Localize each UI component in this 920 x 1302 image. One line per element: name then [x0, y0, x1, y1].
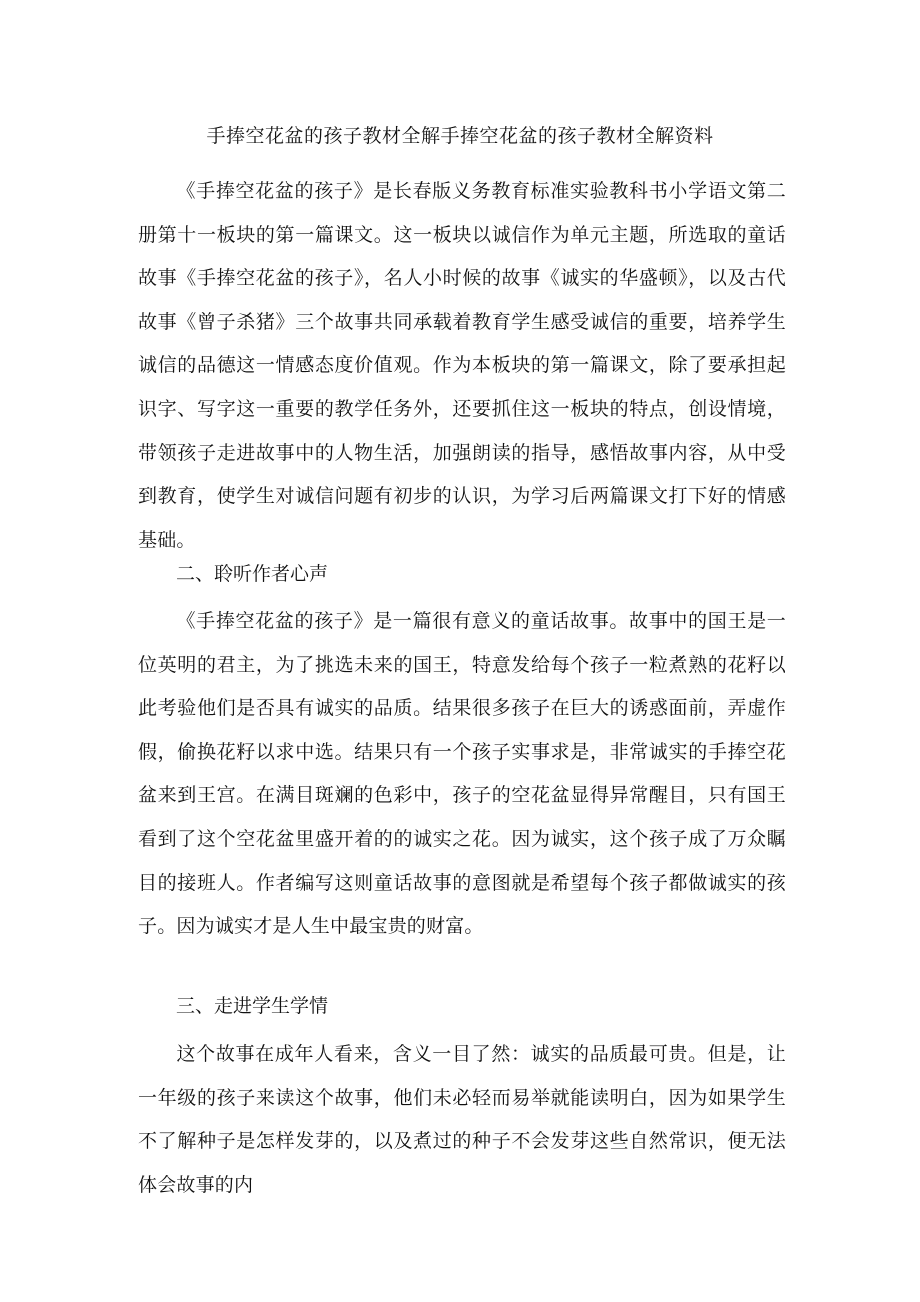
paragraph-student-situation	[138, 1033, 786, 1207]
document-title: 手捧空花盆的孩子教材全解手捧空花盆的孩子教材全解资料	[206, 125, 714, 147]
paragraph-text: 《手捧空花盆的孩子》是一篇很有意义的童话故事。故事中的国王是一位英明的君主，为了挑选未来的国王，特意发给每个孩子一粒煮熟的花籽以此考验他们是否具有诚实的品质。结果很多孩子在巨大的诱惑面前，弄虚作假，偷换花籽以求中选。结果只有一个孩子实事求是，非常诚实的手捧空花盆来到王宫。在满目斑斓的色彩中，孩子的空花盆显得异常醒目，只有国王看到了这个空花盆里盛开着的的诚实之花。因为诚实，这个孩子成了万众瞩目的接班人。作者编写这则童话故事的意图就是希望每个孩子都做诚实的孩子。因为诚实才是人生中最宝贵的财富。	[138, 610, 786, 938]
section-heading-3: 三、走进学生学情	[176, 995, 329, 1017]
paragraph-author-intent	[138, 600, 786, 949]
section-heading-2: 二、聆听作者心声	[176, 563, 329, 585]
paragraph-text: 这个故事在成年人看来，含义一目了然：诚实的品质最可贵。但是，让一年级的孩子来读这个故事，他们未必轻而易举就能读明白，因为如果学生不了解种子是怎样发芽的，以及煮过的种子不会发芽这些自然常识，便无法体会故事的内	[138, 1043, 786, 1196]
paragraph-intro	[138, 170, 786, 562]
paragraph-text: 《手捧空花盆的孩子》是长春版义务教育标准实验教科书小学语文第二册第十一板块的第一篇课文。这一板块以诚信作为单元主题，所选取的童话故事《手捧空花盆的孩子》，名人小时候的故事《诚实的华盛顿》，以及古代故事《曾子杀猪》三个故事共同承载着教育学生感受诚信的重要，培养学生诚信的品德这一情感态度价值观。作为本板块的第一篇课文，除了要承担起识字、写字这一重要的教学任务外，还要抓住这一板块的特点，创设情境，带领孩子走进故事中的人物生活，加强朗读的指导，感悟故事内容，从中受到教育，使学生对诚信问题有初步的认识，为学习后两篇课文打下好的情感基础。	[138, 180, 786, 551]
